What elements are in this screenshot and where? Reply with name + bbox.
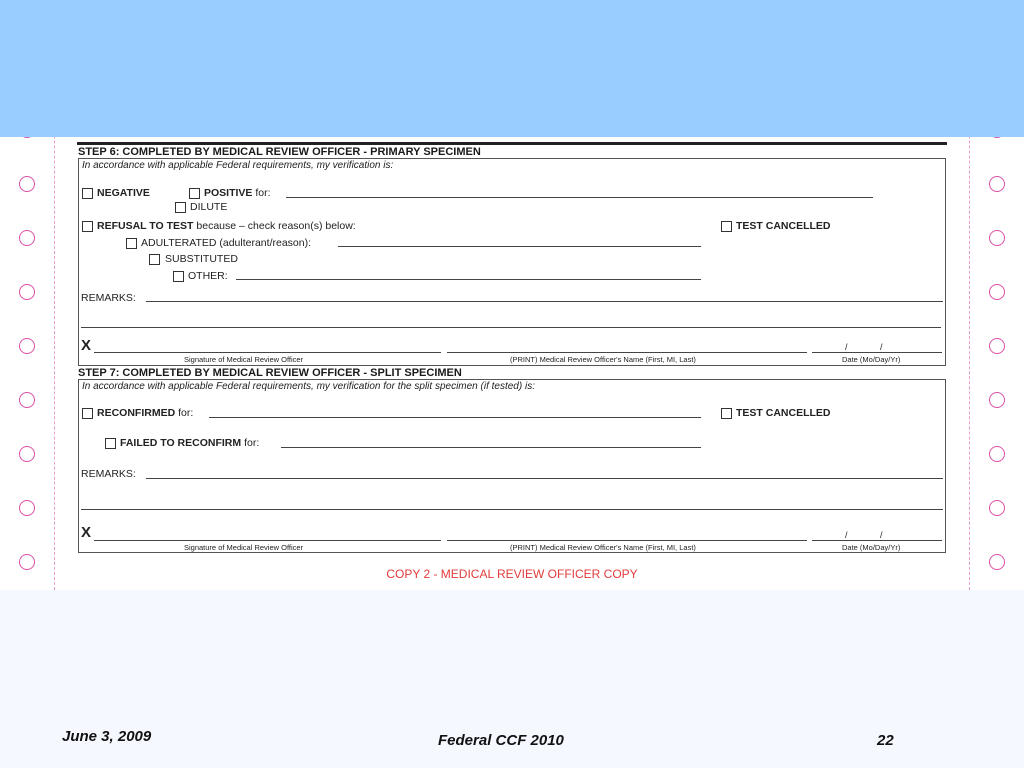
slide-header-band [0,0,1024,137]
step7-intro: In accordance with applicable Federal requirements, my verification for the split specimen (if tested) is: [82,381,535,392]
step7-box [78,379,946,553]
reconfirmed-checkbox[interactable] [82,408,93,419]
other-checkbox[interactable] [173,271,184,282]
step7-name-line[interactable] [447,540,807,541]
split-test-cancelled-checkbox[interactable] [721,408,732,419]
punch-hole [989,176,1005,192]
punch-hole [989,338,1005,354]
other-label: OTHER: [188,270,228,282]
punch-hole [989,392,1005,408]
step7-date-caption: Date (Mo/Day/Yr) [842,543,901,552]
step7-signature-caption: Signature of Medical Review Officer [184,543,304,552]
positive-checkbox[interactable] [189,188,200,199]
step6-signature-caption: Signature of Medical Review Officer [184,355,304,364]
punch-hole [989,500,1005,516]
step7-signature-line[interactable] [94,540,441,541]
date-slash: / [880,530,883,540]
punch-hole [19,230,35,246]
dilute-checkbox[interactable] [175,202,186,213]
punch-hole [19,500,35,516]
step6-date-line[interactable] [812,352,942,353]
punch-hole [989,284,1005,300]
footer-date: June 3, 2009 [62,728,152,745]
step6-date-caption: Date (Mo/Day/Yr) [842,355,901,364]
negative-checkbox[interactable] [82,188,93,199]
step7-remarks-label: REMARKS: [81,468,136,480]
step6-remarks-line[interactable] [146,301,943,302]
step6-name-caption: (PRINT) Medical Review Officer's Name (First, MI, Last) [510,355,696,364]
step6-intro: In accordance with applicable Federal requirements, my verification is: [82,160,394,171]
step7-x-mark: X [81,524,92,541]
negative-label: NEGATIVE [97,187,150,199]
step6-name-line[interactable] [447,352,807,353]
date-slash: / [880,342,883,352]
refusal-checkbox[interactable] [82,221,93,232]
section-divider [77,142,947,145]
copy-label: COPY 2 - MEDICAL REVIEW OFFICER COPY [386,567,638,581]
adulterated-checkbox[interactable] [126,238,137,249]
substituted-checkbox[interactable] [149,254,160,265]
failed-to-reconfirm-label: FAILED TO RECONFIRM for: [120,437,260,449]
date-slash: / [845,342,848,352]
reconfirmed-line[interactable] [209,417,701,418]
punch-hole [19,176,35,192]
footer-page-number: 22 [877,732,894,749]
step6-title: STEP 6: COMPLETED BY MEDICAL REVIEW OFFICER - PRIMARY SPECIMEN [78,146,481,158]
step7-title: STEP 7: COMPLETED BY MEDICAL REVIEW OFFICER - SPLIT SPECIMEN [78,367,462,379]
test-cancelled-label: TEST CANCELLED [736,220,831,232]
footer-title: Federal CCF 2010 [438,732,564,749]
punch-hole [19,446,35,462]
step7-date-line[interactable] [812,540,942,541]
positive-for-line[interactable] [286,197,873,198]
other-line[interactable] [236,279,701,280]
step6-remarks-line-2[interactable] [81,327,941,328]
adulterated-line[interactable] [338,246,701,247]
dilute-label: DILUTE [190,201,228,213]
reconfirmed-label: RECONFIRMED for: [97,407,194,419]
positive-label: POSITIVE for: [204,187,271,199]
punch-hole [989,446,1005,462]
adulterated-label: ADULTERATED (adulterant/reason): [141,237,312,249]
punch-hole [989,230,1005,246]
punch-hole [19,338,35,354]
punch-hole [19,284,35,300]
failed-to-reconfirm-line[interactable] [281,447,701,448]
step7-remarks-line[interactable] [146,478,943,479]
date-slash: / [845,530,848,540]
split-test-cancelled-label: TEST CANCELLED [736,407,831,419]
substituted-label: SUBSTITUTED [165,253,238,265]
step7-remarks-line-2[interactable] [81,509,943,510]
failed-to-reconfirm-checkbox[interactable] [105,438,116,449]
test-cancelled-checkbox[interactable] [721,221,732,232]
refusal-label: REFUSAL TO TEST because – check reason(s) below: [97,220,356,232]
step6-x-mark: X [81,337,92,354]
step6-remarks-label: REMARKS: [81,292,136,304]
step6-signature-line[interactable] [94,352,441,353]
punch-hole [19,392,35,408]
step7-name-caption: (PRINT) Medical Review Officer's Name (First, MI, Last) [510,543,696,552]
